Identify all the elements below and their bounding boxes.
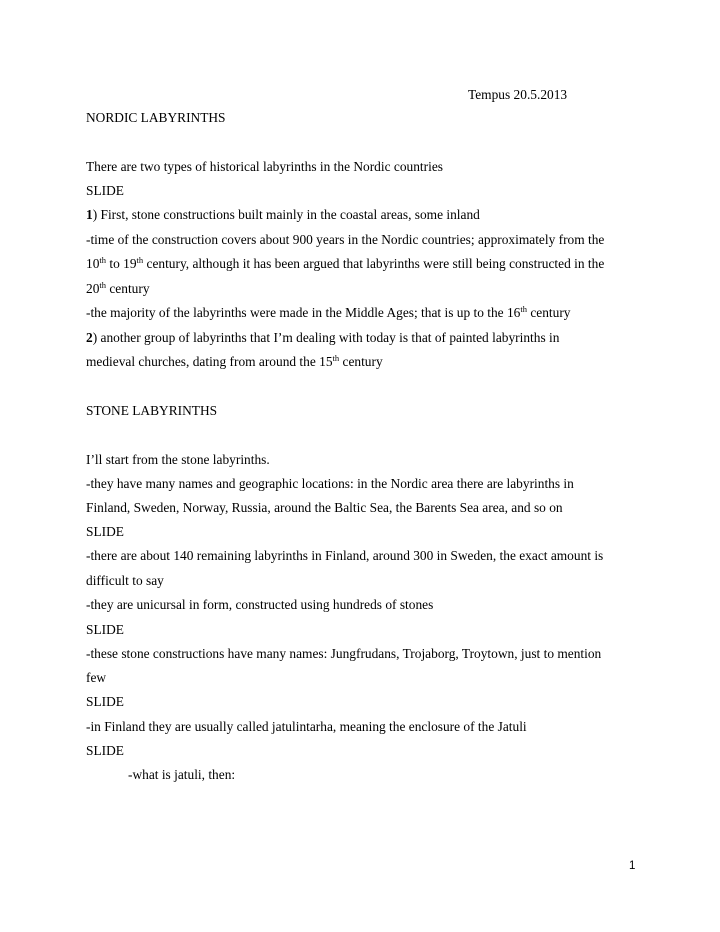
- slide-marker: SLIDE: [86, 622, 124, 637]
- text-run: 10: [86, 256, 100, 271]
- list-item-1-text: First, stone constructions built mainly in the coastal areas, some inland: [97, 207, 480, 222]
- list-item-2: [86, 330, 559, 346]
- superscript: th: [99, 255, 107, 265]
- paragraph-line: [86, 354, 383, 370]
- list-item-1-number: 1: [86, 207, 93, 222]
- text-run: -the majority of the labyrinths were made in the Middle Ages; that is up to the 16: [86, 305, 521, 320]
- superscript: th: [332, 353, 340, 363]
- text-run: century: [526, 305, 571, 320]
- page-number: 1: [629, 860, 636, 872]
- paragraph-line: -what is jatuli, then:: [128, 767, 236, 782]
- text-run: century, although it has been argued that labyrinths were still being constructed in the: [143, 256, 605, 271]
- text-run: to 19: [106, 256, 137, 271]
- paragraph-line: [86, 281, 150, 297]
- paragraph-line: Finland, Sweden, Norway, Russia, around the Baltic Sea, the Barents Sea area, and so on: [86, 500, 563, 515]
- slide-marker: SLIDE: [86, 524, 124, 539]
- list-item-1: [86, 207, 480, 223]
- text-run: medieval churches, dating from around the 15: [86, 354, 333, 369]
- paragraph-line: -these stone constructions have many names: Jungfrudans, Trojaborg, Troytown, just to mention: [86, 646, 602, 661]
- paragraph-line: [86, 256, 604, 272]
- paragraph-line: [86, 305, 570, 321]
- intro-line: There are two types of historical labyrinths in the Nordic countries: [86, 159, 443, 174]
- superscript: th: [520, 304, 527, 314]
- list-item-2-number: 2: [86, 330, 93, 345]
- section-heading: STONE LABYRINTHS: [86, 403, 218, 418]
- slide-marker: SLIDE: [86, 743, 124, 758]
- paragraph-line: -there are about 140 remaining labyrinths in Finland, around 300 in Sweden, the exact amount is: [86, 548, 604, 563]
- paragraph-line: -they are unicursal in form, constructed using hundreds of stones: [86, 597, 434, 612]
- paragraph-line: I’ll start from the stone labyrinths.: [86, 452, 270, 467]
- paragraph-line: difficult to say: [86, 573, 164, 588]
- text-run: century: [339, 354, 383, 369]
- slide-marker: SLIDE: [86, 694, 124, 709]
- list-item-2-text: another group of labyrinths that I’m dealing with today is that of painted labyrinths in: [97, 330, 560, 345]
- paragraph-line: -they have many names and geographic locations: in the Nordic area there are labyrinths in: [86, 476, 574, 491]
- document-title: NORDIC LABYRINTHS: [86, 110, 226, 125]
- superscript: th: [99, 280, 107, 290]
- superscript: th: [136, 255, 144, 265]
- list-item-2-paren: ): [92, 330, 98, 345]
- slide-marker: SLIDE: [86, 183, 124, 198]
- list-item-1-paren: ): [92, 207, 98, 222]
- paragraph-line: -in Finland they are usually called jatulintarha, meaning the enclosure of the Jatuli: [86, 719, 527, 734]
- paragraph-line: -time of the construction covers about 900 years in the Nordic countries; approximately from the: [86, 232, 605, 247]
- text-run: 20: [86, 281, 100, 296]
- text-run: century: [106, 281, 150, 296]
- document-date: Tempus 20.5.2013: [468, 87, 568, 102]
- paragraph-line: few: [86, 670, 107, 685]
